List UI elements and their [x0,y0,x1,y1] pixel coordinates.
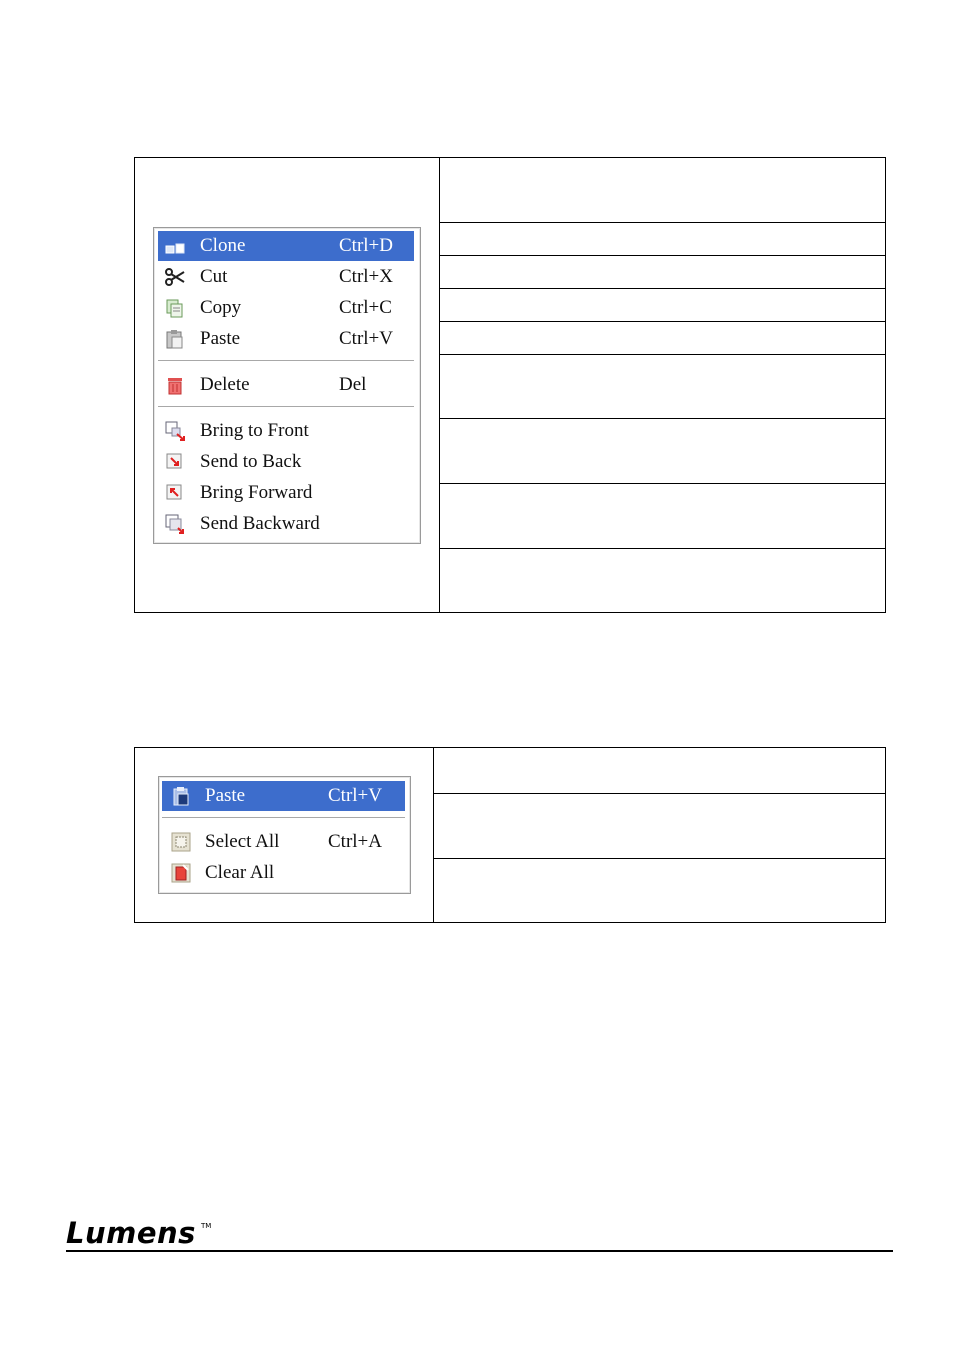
send-backward-icon [164,513,186,535]
menu-item-label: Paste [200,328,241,349]
menu-item-label: Clone [200,235,246,256]
menu-item-shortcut: Ctrl+D [339,235,393,256]
menu-item-paste[interactable] [162,781,405,811]
paste-icon [170,785,192,807]
menu-separator [158,406,414,408]
bring-forward-icon [164,482,186,504]
menu-item-label: Clear All [205,862,275,883]
menu-item-paste[interactable] [158,324,414,354]
menu-item-shortcut: Ctrl+A [328,831,382,852]
menu-item-label: Bring Forward [200,482,313,503]
menu-item-label: Paste [205,785,246,806]
bring-to-front-icon [164,420,186,442]
row-divider [440,418,885,419]
menu-item-clear-all[interactable] [162,858,405,888]
row-divider [440,255,885,256]
menu-item-shortcut: Ctrl+X [339,266,393,287]
footer-rule [66,1250,893,1252]
menu-item-label: Copy [200,297,242,318]
menu-item-send-backward[interactable] [158,509,414,539]
row-divider [440,483,885,484]
column-divider [439,158,440,612]
menu-separator [158,360,414,362]
menu-item-label: Select All [205,831,280,852]
copy-icon [164,297,186,319]
row-divider [440,354,885,355]
clear-all-icon [170,862,192,884]
menu-item-shortcut: Del [339,374,367,395]
row-divider [434,858,885,859]
menu-item-send-to-back[interactable] [158,447,414,477]
clone-icon [164,235,186,257]
menu-item-shortcut: Ctrl+C [339,297,392,318]
menu-item-select-all[interactable] [162,827,405,857]
menu-item-bring-to-front[interactable] [158,416,414,446]
lumens-logo: Lumens [66,1216,196,1250]
row-divider [434,793,885,794]
menu-item-label: Delete [200,374,250,395]
menu-item-label: Send Backward [200,513,320,534]
menu-item-label: Cut [200,266,228,287]
menu-item-delete[interactable] [158,370,414,400]
trademark-mark: TM [201,1222,212,1230]
menu-item-shortcut: Ctrl+V [328,785,382,806]
trash-icon [164,374,186,396]
send-to-back-icon [164,451,186,473]
paste-icon [164,328,186,350]
object-context-menu [153,227,421,544]
row-divider [440,321,885,322]
menu-separator [162,817,405,819]
menu-item-label: Send to Back [200,451,302,472]
menu-item-cut[interactable] [158,262,414,292]
menu-item-copy[interactable] [158,293,414,323]
scissors-icon [164,266,186,288]
row-divider [440,288,885,289]
row-divider [440,548,885,549]
menu-item-shortcut: Ctrl+V [339,328,393,349]
column-divider [433,748,434,922]
menu-item-bring-forward[interactable] [158,478,414,508]
menu-item-clone[interactable] [158,231,414,261]
menu-item-label: Bring to Front [200,420,309,441]
select-all-icon [170,831,192,853]
canvas-context-menu [158,776,411,894]
row-divider [440,222,885,223]
